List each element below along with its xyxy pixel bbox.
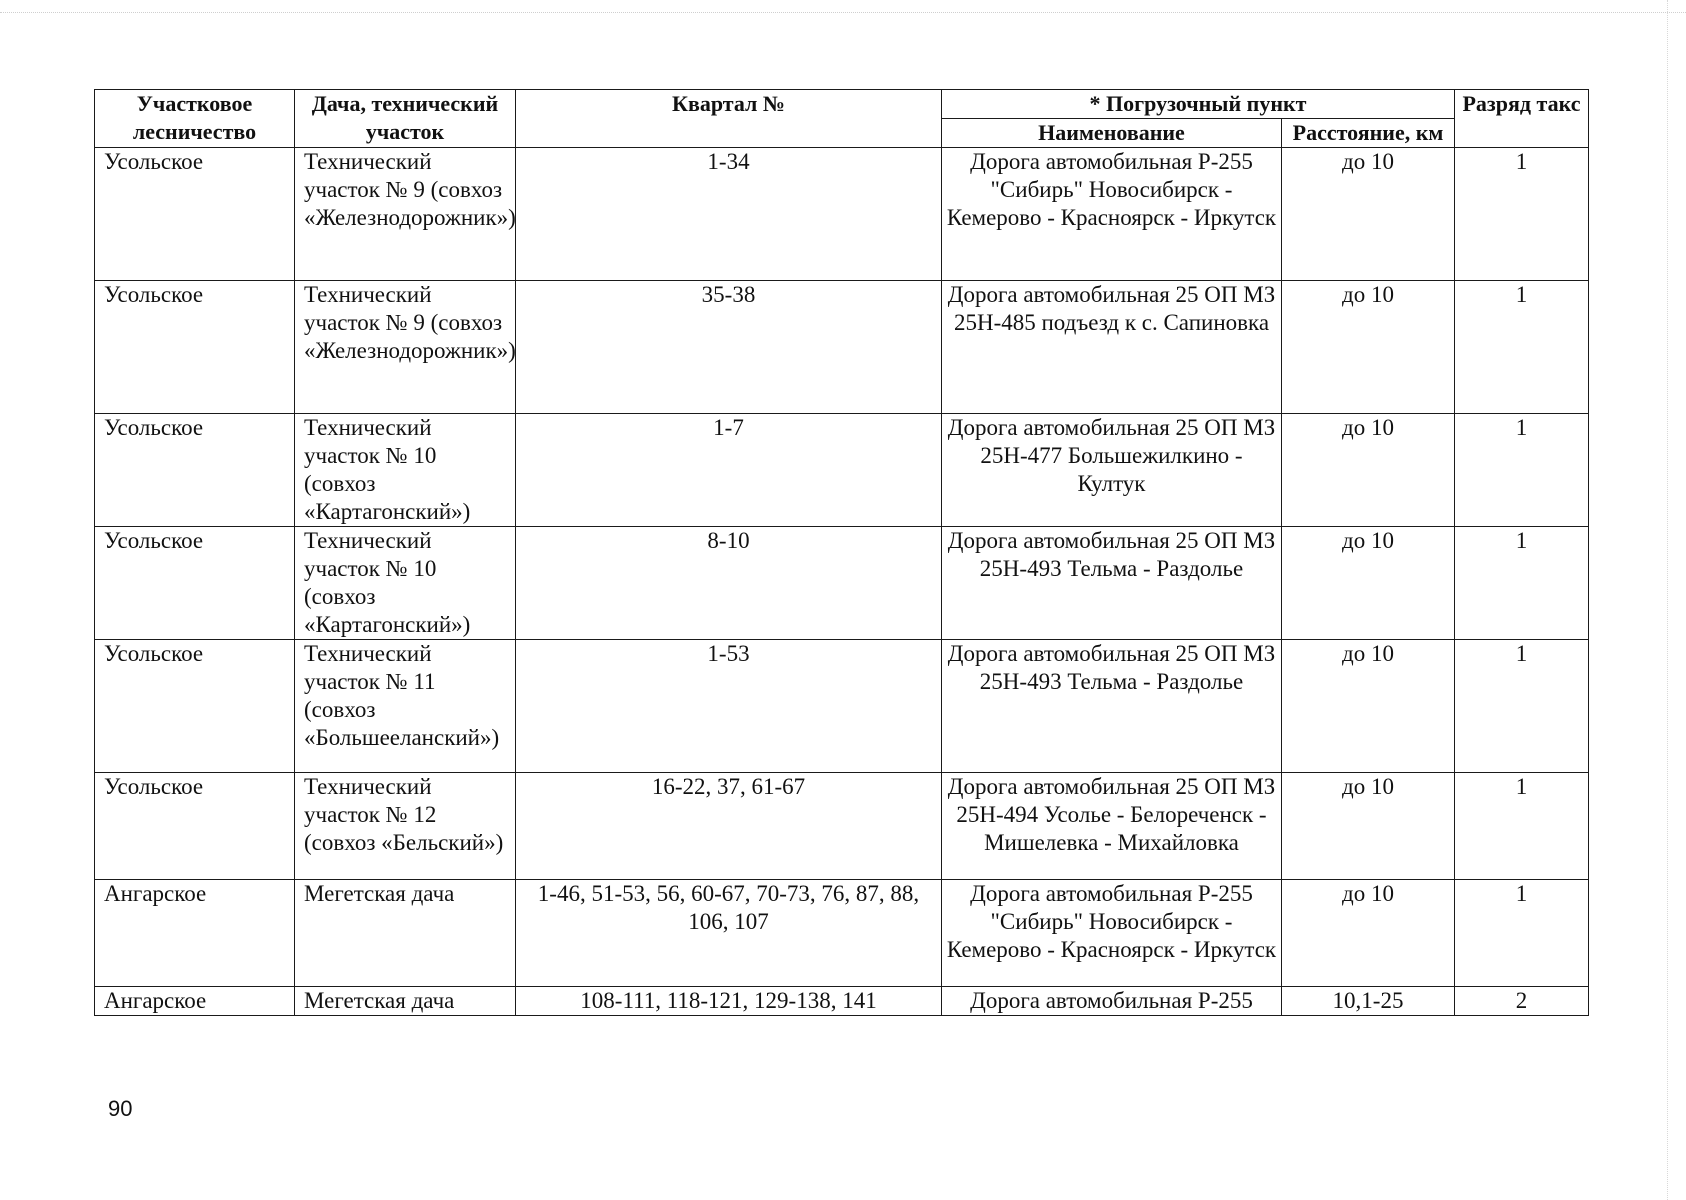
cell-name: Дорога автомобильная 25 ОП МЗ 25Н-494 Усолье - Белореченск - Мишелевка - Михайловка — [942, 773, 1282, 880]
cell-forestry: Усольское — [95, 148, 295, 281]
cell-kvartal: 1-7 — [516, 414, 942, 527]
table-row — [95, 148, 1589, 281]
table-row — [95, 640, 1589, 773]
cell-name: Дорога автомобильная Р-255 — [942, 987, 1282, 1016]
cell-forestry: Усольское — [95, 414, 295, 527]
table-body — [95, 148, 1589, 1016]
table-row — [95, 987, 1589, 1016]
cell-distance: до 10 — [1282, 148, 1455, 281]
cell-dacha: Мегетская дача — [295, 880, 516, 987]
cell-distance: до 10 — [1282, 880, 1455, 987]
cell-rank: 1 — [1455, 773, 1589, 880]
cell-forestry: Усольское — [95, 527, 295, 640]
cell-kvartal: 1-34 — [516, 148, 942, 281]
cell-kvartal: 35-38 — [516, 281, 942, 414]
table-row — [95, 880, 1589, 987]
cell-forestry: Усольское — [95, 773, 295, 880]
cell-distance: 10,1-25 — [1282, 987, 1455, 1016]
cell-rank: 1 — [1455, 640, 1589, 773]
cell-dacha: Технический участок № 10 (совхоз «Картагонский») — [295, 527, 516, 640]
scan-right-edge — [1667, 0, 1668, 1200]
cell-rank: 2 — [1455, 987, 1589, 1016]
cell-dacha: Технический участок № 10 (совхоз «Картагонский») — [295, 414, 516, 527]
header-distance: Расстояние, км — [1282, 119, 1455, 148]
cell-distance: до 10 — [1282, 281, 1455, 414]
table-header — [95, 90, 1589, 148]
cell-distance: до 10 — [1282, 640, 1455, 773]
scan-top-edge — [0, 12, 1686, 13]
cell-dacha: Технический участок № 12 (совхоз «Бельский») — [295, 773, 516, 880]
cell-dacha: Технический участок № 9 (совхоз «Железнодорожник») — [295, 148, 516, 281]
header-kvartal: Квартал № — [516, 90, 942, 148]
cell-kvartal: 8-10 — [516, 527, 942, 640]
cell-forestry: Ангарское — [95, 987, 295, 1016]
cell-dacha: Технический участок № 9 (совхоз «Железнодорожник») — [295, 281, 516, 414]
cell-rank: 1 — [1455, 527, 1589, 640]
cell-kvartal: 1-53 — [516, 640, 942, 773]
header-row — [95, 90, 1589, 119]
cell-name: Дорога автомобильная 25 ОП МЗ 25Н-493 Тельма - Раздолье — [942, 527, 1282, 640]
cell-forestry: Усольское — [95, 281, 295, 414]
cell-dacha: Мегетская дача — [295, 987, 516, 1016]
cell-kvartal: 1-46, 51-53, 56, 60-67, 70-73, 76, 87, 88, 106, 107 — [516, 880, 942, 987]
cell-rank: 1 — [1455, 880, 1589, 987]
table-row — [95, 527, 1589, 640]
cell-rank: 1 — [1455, 148, 1589, 281]
header-dacha: Дача, технический участок — [295, 90, 516, 148]
cell-name: Дорога автомобильная Р-255 "Сибирь" Новосибирск - Кемерово - Красноярск - Иркутск — [942, 880, 1282, 987]
cell-name: Дорога автомобильная 25 ОП МЗ 25Н-477 Большежилкино - Култук — [942, 414, 1282, 527]
table-row — [95, 414, 1589, 527]
cell-rank: 1 — [1455, 281, 1589, 414]
cell-rank: 1 — [1455, 414, 1589, 527]
cell-forestry: Ангарское — [95, 880, 295, 987]
header-loading-point: * Погрузочный пункт — [942, 90, 1455, 119]
cell-forestry: Усольское — [95, 640, 295, 773]
table-row — [95, 281, 1589, 414]
cell-name: Дорога автомобильная 25 ОП МЗ 25Н-493 Тельма - Раздолье — [942, 640, 1282, 773]
header-name: Наименование — [942, 119, 1282, 148]
header-forestry: Участковое лесничество — [95, 90, 295, 148]
cell-distance: до 10 — [1282, 527, 1455, 640]
cell-kvartal: 108-111, 118-121, 129-138, 141 — [516, 987, 942, 1016]
cell-kvartal: 16-22, 37, 61-67 — [516, 773, 942, 880]
cell-name: Дорога автомобильная Р-255 "Сибирь" Новосибирск - Кемерово - Красноярск - Иркутск — [942, 148, 1282, 281]
page-number: 90 — [108, 1096, 133, 1121]
cell-distance: до 10 — [1282, 773, 1455, 880]
cell-dacha: Технический участок № 11 (совхоз «Большееланский») — [295, 640, 516, 773]
loading-points-table — [94, 89, 1589, 1016]
cell-name: Дорога автомобильная 25 ОП МЗ 25Н-485 подъезд к с. Сапиновка — [942, 281, 1282, 414]
cell-distance: до 10 — [1282, 414, 1455, 527]
header-rank: Разряд такс — [1455, 90, 1589, 148]
table-row — [95, 773, 1589, 880]
